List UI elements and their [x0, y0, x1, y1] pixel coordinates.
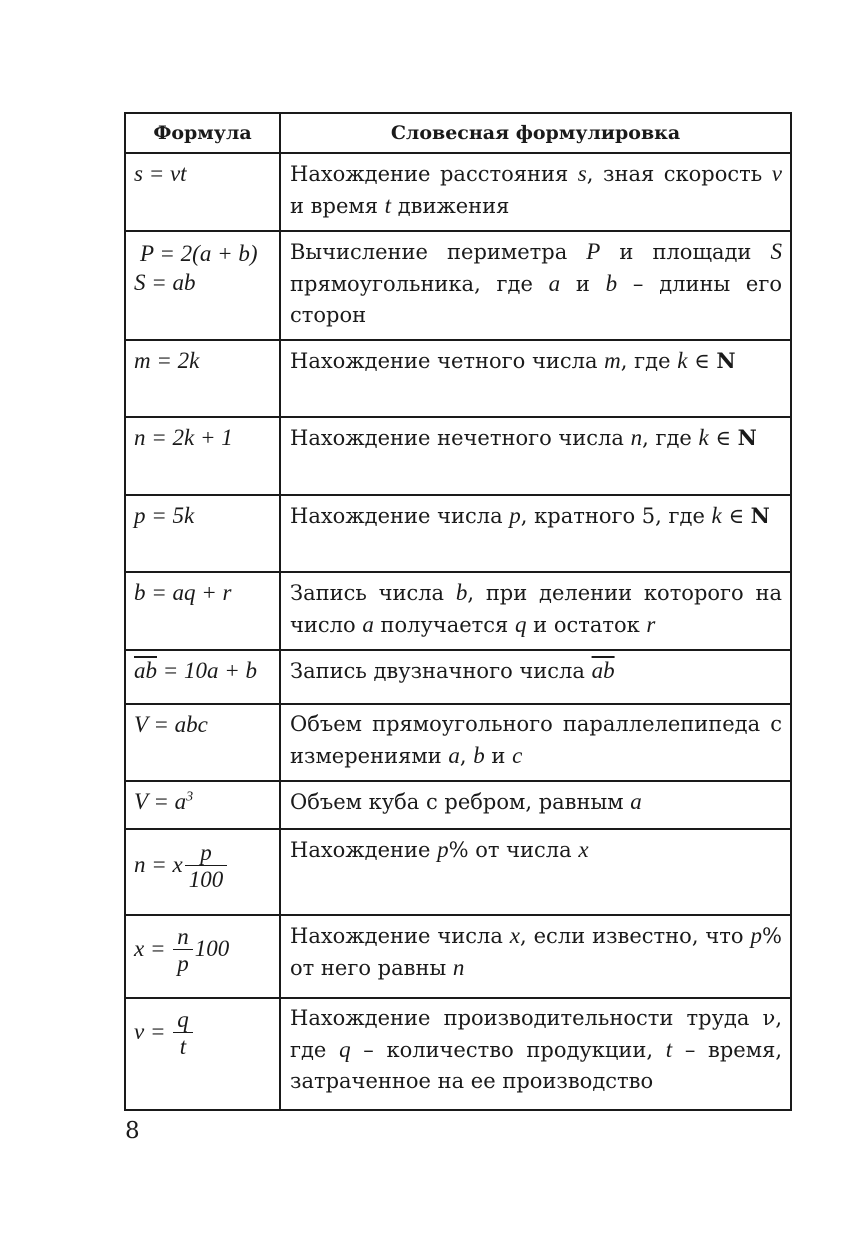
- fraction: [173, 924, 193, 978]
- fraction-numerator: q: [173, 1007, 193, 1033]
- formula-cell: [125, 829, 280, 915]
- math-symbol: b: [455, 580, 468, 605]
- math-symbol: m: [604, 348, 621, 373]
- math-symbol: x: [578, 837, 589, 862]
- description-cell: Нахождение числа x, если известно, что p% от него равны n: [280, 915, 791, 998]
- math-symbol: n: [452, 955, 465, 980]
- formula: V = a: [134, 789, 187, 814]
- formula-table: [124, 112, 792, 1111]
- table-row: [125, 650, 791, 704]
- table-row: [125, 998, 791, 1110]
- set-symbol: N: [716, 348, 736, 373]
- table-row: [125, 495, 791, 572]
- math-symbol: P: [586, 239, 601, 264]
- formula-cell: [125, 572, 280, 650]
- math-symbol: k: [698, 425, 709, 450]
- formula: = 10a + b: [157, 658, 258, 683]
- fraction: [173, 1007, 193, 1061]
- fraction-denominator: 100: [188, 867, 224, 893]
- math-symbol: q: [339, 1037, 351, 1062]
- formula-cell: [125, 998, 280, 1110]
- math-symbol: S: [770, 239, 782, 264]
- math-symbol: k: [677, 348, 688, 373]
- math-symbol: p: [750, 923, 763, 948]
- formula: x =: [134, 936, 172, 962]
- description-cell: Нахождение четного числа m, где k ∈ N: [280, 340, 791, 417]
- formula-cell: [125, 781, 280, 829]
- formula: s = vt: [134, 161, 187, 186]
- formula-cell: [125, 915, 280, 998]
- formula-cell: [125, 650, 280, 704]
- fraction-numerator: n: [173, 924, 193, 950]
- table-header-row: [125, 113, 791, 153]
- description-cell: Нахождение числа p, кратного 5, где k ∈ N: [280, 495, 791, 572]
- formula-exponent: 3: [186, 789, 194, 805]
- description-cell: Нахождение нечетного числа n, где k ∈ N: [280, 417, 791, 495]
- formula-cell: [125, 340, 280, 417]
- formula-tail: 100: [194, 936, 230, 962]
- description-cell: Нахождение производительности труда ν, где q – количество продукции, t – время, затраченное на ее производство: [280, 998, 791, 1110]
- table-row: [125, 704, 791, 781]
- math-symbol: x: [509, 923, 521, 948]
- formula-overline: $\overline{ab}$: [134, 658, 157, 683]
- formula-cell: [125, 704, 280, 781]
- math-symbol: b: [605, 271, 618, 296]
- math-symbol: a: [362, 612, 374, 637]
- formula: p = 5k: [134, 503, 195, 528]
- fraction: [185, 840, 228, 894]
- table-row: [125, 781, 791, 829]
- page-number: 8: [125, 1118, 140, 1144]
- description-cell: Нахождение расстояния s, зная скорость v и время t движения: [280, 153, 791, 231]
- fraction-numerator: p: [185, 840, 228, 866]
- fraction-denominator: t: [179, 1034, 187, 1060]
- table-row: [125, 572, 791, 650]
- formula-cell: [125, 417, 280, 495]
- formula-line: P = 2(a + b): [140, 241, 258, 266]
- math-symbol: k: [711, 503, 722, 528]
- math-symbol: c: [512, 743, 523, 768]
- description-cell: Запись числа b, при делении которого на число a получается q и остаток r: [280, 572, 791, 650]
- formula: V = abc: [134, 712, 208, 737]
- formula-cell: [125, 231, 280, 340]
- description-cell: Объем куба с ребром, равным a: [280, 781, 791, 829]
- math-symbol: s: [577, 161, 587, 186]
- description-cell: Вычисление периметра P и площади S прямоугольника, где a и b – длины его сторон: [280, 231, 791, 340]
- formula: n = 2k + 1: [134, 425, 233, 450]
- formula-cell: [125, 153, 280, 231]
- math-symbol: a: [630, 789, 642, 814]
- table-row: [125, 915, 791, 998]
- math-symbol: a: [548, 271, 561, 296]
- header-formula: Формула: [125, 113, 280, 153]
- description-cell: Запись двузначного числа $\overline{ab}$: [280, 650, 791, 704]
- overline-number: $\overline{ab}$: [591, 658, 615, 683]
- set-symbol: N: [750, 503, 770, 528]
- formula: m = 2k: [134, 348, 200, 373]
- formula: ν =: [134, 1019, 172, 1045]
- math-symbol: r: [646, 612, 656, 637]
- table-row: [125, 231, 791, 340]
- math-symbol: t: [384, 193, 392, 218]
- formula-line: S = ab: [134, 269, 196, 295]
- fraction-denominator: p: [177, 951, 189, 977]
- table-row: [125, 153, 791, 231]
- math-symbol: p: [509, 503, 521, 528]
- description-cell: Объем прямоугольного параллелепипеда с измерениями a, b и c: [280, 704, 791, 781]
- math-symbol: a: [448, 743, 460, 768]
- formula: n = x: [134, 852, 183, 878]
- math-symbol: q: [514, 612, 527, 637]
- table-row: [125, 829, 791, 915]
- math-symbol: v: [771, 161, 782, 186]
- formula-cell: [125, 495, 280, 572]
- description-cell: Нахождение p% от числа x: [280, 829, 791, 915]
- math-symbol: n: [630, 425, 643, 450]
- table-row: [125, 417, 791, 495]
- math-symbol: b: [473, 743, 485, 768]
- set-symbol: N: [737, 425, 757, 450]
- header-description: Словесная формулировка: [280, 113, 791, 153]
- table-row: [125, 340, 791, 417]
- formula: b = aq + r: [134, 580, 232, 605]
- math-symbol: p: [437, 837, 449, 862]
- math-symbol: t: [665, 1037, 673, 1062]
